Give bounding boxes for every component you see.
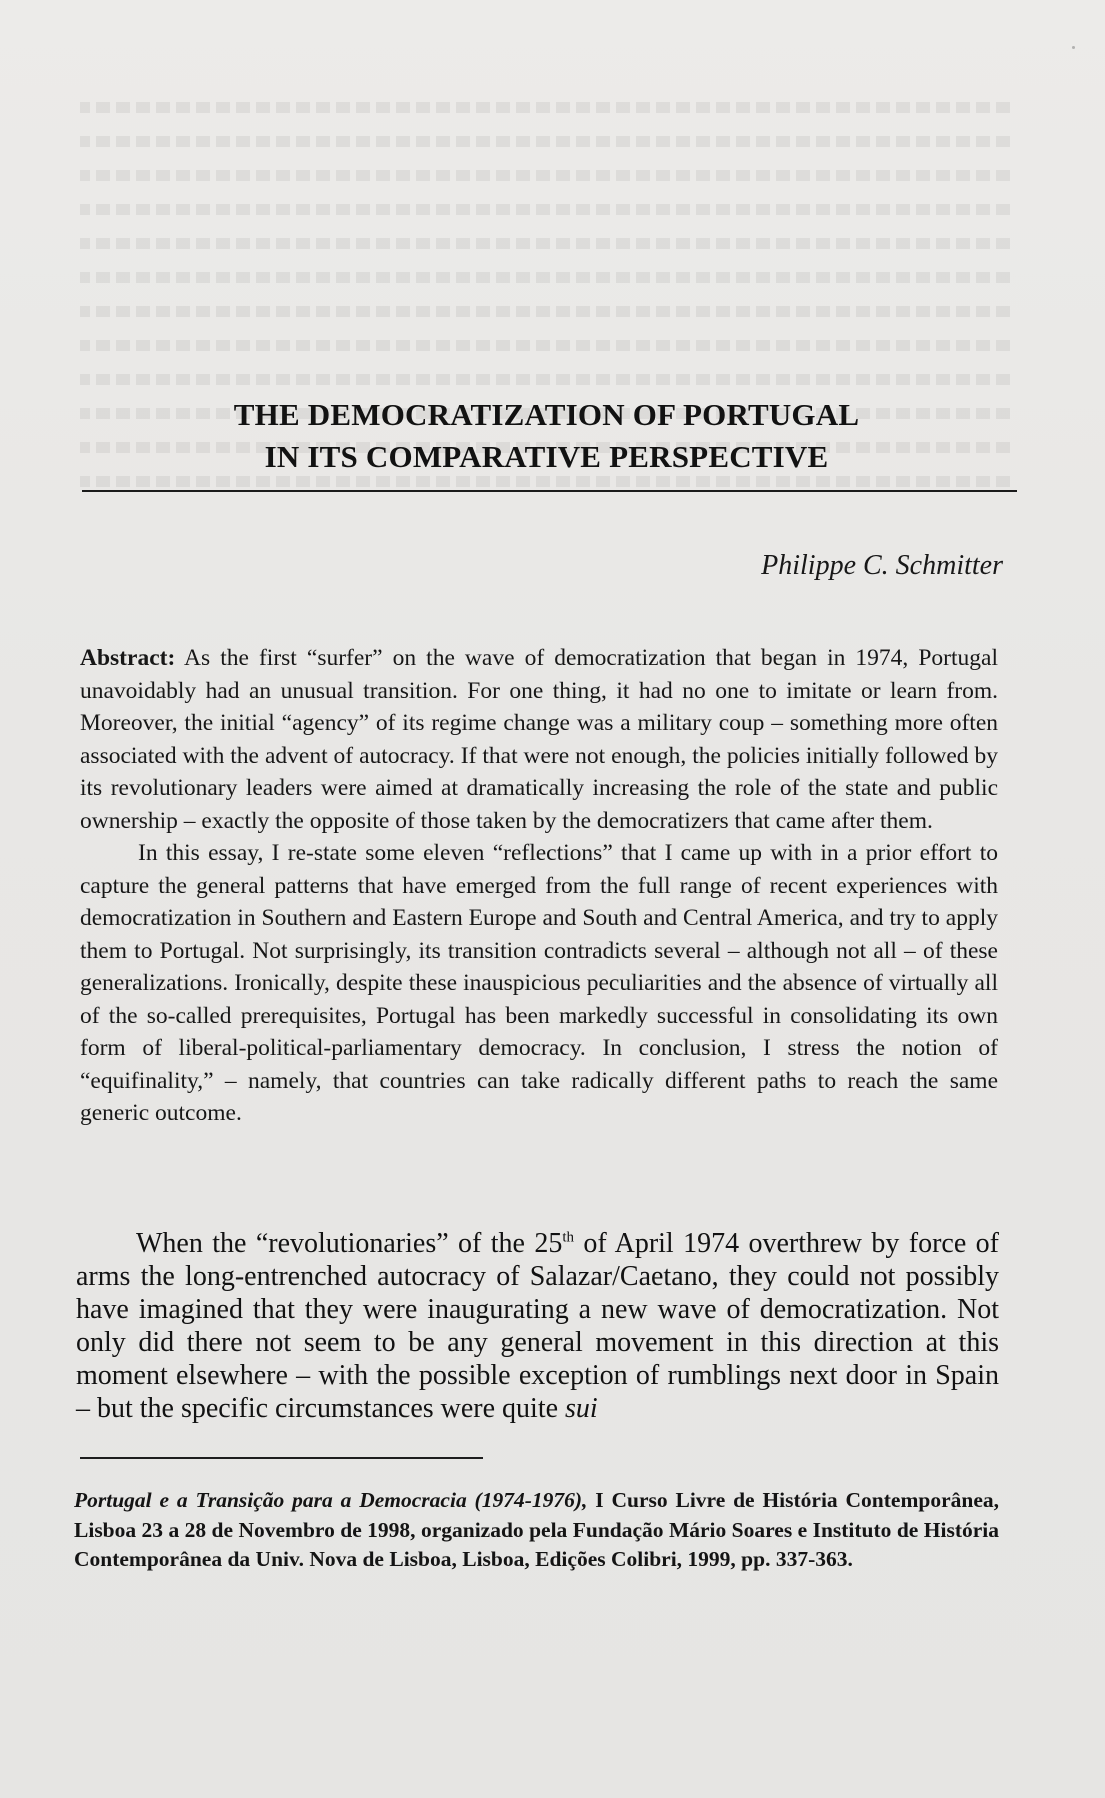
title-underline-rule [82, 490, 1017, 492]
abstract-paragraph-1-text: As the first “surfer” on the wave of democratization that began in 1974, Portugal unavoidably had an unusual transition. For one thing, it had no one to imitate or learn from. Moreover, the initial “agency” of its regime change was a military coup – something more often associated with the advent of autocracy. If that were not enough, the policies initially followed by its revolutionary leaders were aimed at dramatically increasing the role of the state and public ownership – exactly the opposite of those taken by the democratizers that came after them. [80, 645, 998, 834]
body-text-part-1: When the “revolutionaries” of the 25 [136, 1228, 563, 1259]
abstract [80, 642, 998, 1130]
body-paragraph [76, 1227, 999, 1425]
footnote-separator [80, 1457, 483, 1459]
author-name: Philippe C. Schmitter [761, 550, 1003, 581]
footnote-book-title: Portugal e a Transição para a Democracia (1974-1976), [74, 1488, 588, 1512]
title-line-1: THE DEMOCRATIZATION OF PORTUGAL [233, 397, 860, 432]
body-italic-word: sui [565, 1393, 598, 1424]
title-line-2: IN ITS COMPARATIVE PERSPECTIVE [264, 439, 829, 474]
paper-speck [1072, 46, 1075, 49]
footnote-text: I Curso Livre de História Contemporânea, Lisboa 23 a 28 de Novembro de 1998, organizado pela Fundação Mário Soares e Instituto de História Contemporânea da Univ. Nova de Lisboa, Lisboa, Edições Colibri, 1999, pp. 337-363. [74, 1488, 1000, 1571]
article-title [78, 394, 1015, 478]
abstract-paragraph-2: In this essay, I re-state some eleven “reflections” that I came up with in a prior effort to capture the general patterns that have emerged from the full range of recent experiences with democratization in Southern and Eastern Europe and South and Central America, and try to apply them to Portugal. Not surprisingly, its transition contradicts several – although not all – of these generalizations. Ironically, despite these inauspicious peculiarities and the absence of virtually all of the so-called prerequisites, Portugal has been markedly successful in consolidating its own form of liberal-political-parliamentary democracy. In conclusion, I stress the notion of “equifinality,” – namely, that countries can take radically different paths to reach the same generic outcome. [80, 840, 998, 1126]
ordinal-suffix: th [562, 1229, 575, 1246]
abstract-label: Abstract [80, 645, 168, 671]
source-footnote [74, 1486, 999, 1575]
abstract-paragraph-1: Abstract: As the first “surfer” on the wave of democratization that began in 1974, Portugal unavoidably had an unusual transition. For one thing, it had no one to imitate or learn from. Moreover, the initial “agency” of its regime change was a military coup – something more often associated with the advent of autocracy. If that were not enough, the policies initially followed by its revolutionary leaders were aimed at dramatically increasing the role of the state and public ownership – exactly the opposite of those taken by the democratizers that came after them. [80, 645, 998, 834]
body-text-part-2: of April 1974 overthrew by force of arms the long-entrenched autocracy of Salazar/Caetano, they could not possibly have imagined that they were inaugurating a new wave of democratization. Not only did there not seem to be any general movement in this direction at this moment elsewhere – with the possible exception of rumblings next door in Spain – but the specific circumstances were quite [76, 1228, 999, 1424]
